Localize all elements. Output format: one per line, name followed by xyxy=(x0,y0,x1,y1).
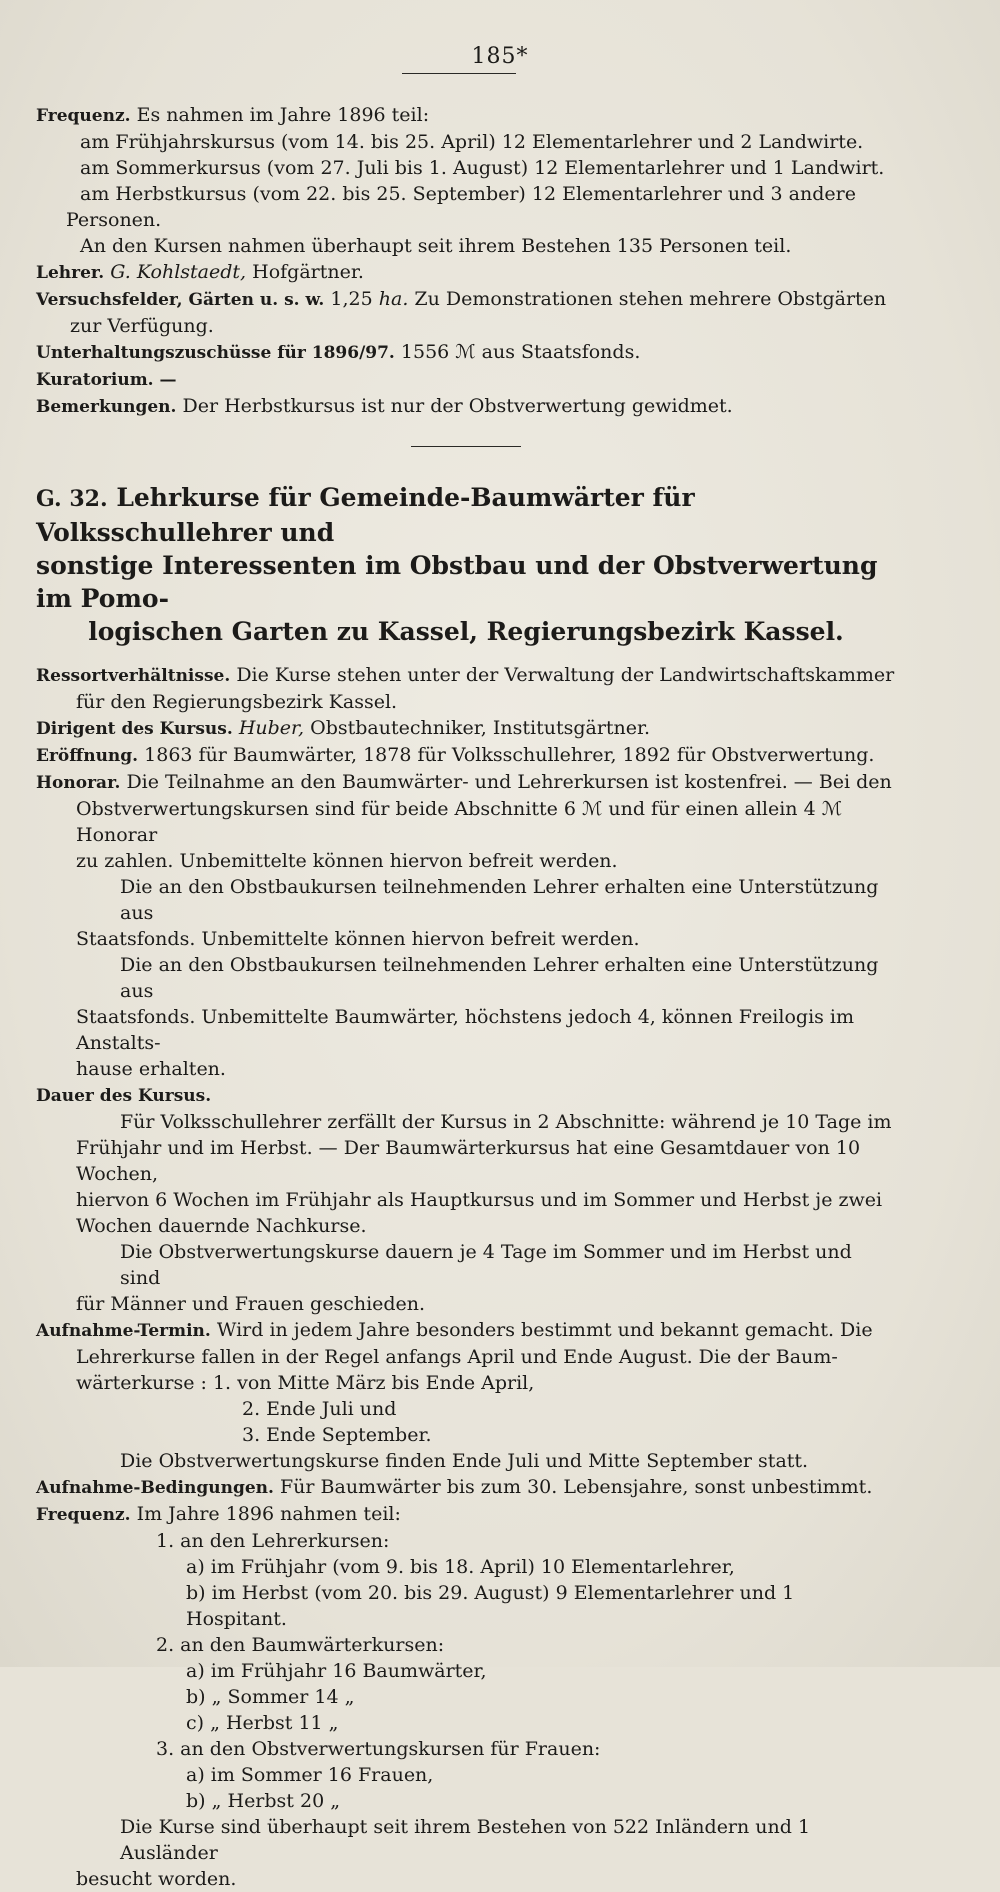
bemerkungen-text: Der Herbstkursus ist nur der Obstverwertung gewidmet. xyxy=(182,395,733,417)
dauer-p1-line-3: hiervon 6 Wochen im Frühjahr als Hauptkursus und im Sommer und Herbst je zwei xyxy=(76,1189,883,1211)
section-divider xyxy=(411,446,521,447)
aufnahme-termin-item-2: 2. Ende Juli und xyxy=(242,1398,397,1420)
dauer-p1-line-2: Frühjahr und im Herbst. — Der Baumwärterkursus hat eine Gesamtdauer von 10 Wochen, xyxy=(76,1137,861,1185)
page-number: 185* xyxy=(471,44,529,69)
dauer-label: Dauer des Kursus. xyxy=(36,1086,212,1106)
honorar-p2-line-2: Staatsfonds. Unbemittelte können hiervon befreit werden. xyxy=(76,928,640,950)
page-number-rule xyxy=(402,73,516,74)
heading-line-1 xyxy=(36,481,896,549)
section-heading xyxy=(36,481,896,648)
aufnahme-bedingungen-text: Für Baumwärter bis zum 30. Lebensjahre, sonst unbestimmt. xyxy=(279,1476,873,1498)
frequenz2-label: Frequenz. xyxy=(36,1505,131,1525)
aufnahme-termin-label: Aufnahme-Termin. xyxy=(36,1321,211,1341)
ressort-cont: für den Regierungsbezirk Kassel. xyxy=(76,691,398,713)
dauer-p2-line-1: Die Obstverwertungskurse dauern je 4 Tage im Sommer und im Herbst und sind xyxy=(120,1241,852,1289)
versuchsfelder-line xyxy=(36,286,896,313)
aufnahme-termin-cont-2: wärterkurse : 1. von Mitte März bis Ende April, xyxy=(76,1372,535,1394)
aufnahme-termin-p2: Die Obstverwertungskurse finden Ende Juli und Mitte September statt. xyxy=(120,1450,809,1472)
aufnahme-termin-line xyxy=(36,1317,896,1344)
honorar-line xyxy=(36,769,896,796)
frequenz2-item-3: 3. an den Obstverwertungskursen für Frauen: xyxy=(156,1738,601,1760)
frequenz-item-2: am Sommerkursus (vom 27. Juli bis 1. August) 12 Elementarlehrer und 1 Landwirt. xyxy=(80,157,885,179)
honorar-p3-line-3: hause erhalten. xyxy=(76,1058,226,1080)
lehrer-line xyxy=(36,259,896,286)
frequenz2-intro: Im Jahre 1896 nahmen teil: xyxy=(136,1503,401,1525)
dauer-p2-line-2: für Männer und Frauen geschieden. xyxy=(76,1293,426,1315)
ressort-label: Ressortverhältnisse. xyxy=(36,666,231,686)
bemerkungen-line xyxy=(36,393,896,420)
frequenz2-item-2a: a) im Frühjahr 16 Baumwärter, xyxy=(186,1660,487,1682)
heading-title-1: Lehrkurse für Gemeinde-Baumwärter für Volksschullehrer und xyxy=(36,483,695,547)
frequenz-item-3: am Herbstkursus (vom 22. bis 25. September) 12 Elementarlehrer und 3 andere xyxy=(80,183,856,205)
frequenz-intro: Es nahmen im Jahre 1896 teil: xyxy=(136,104,430,126)
aufnahme-termin-text: Wird in jedem Jahre besonders bestimmt und bekannt gemacht. Die xyxy=(216,1319,873,1341)
total-participants: An den Kursen nahmen überhaupt seit ihrem Bestehen 135 Personen teil. xyxy=(80,235,792,257)
dauer-line xyxy=(36,1082,896,1109)
heading-line-3: logischen Garten zu Kassel, Regierungsbezirk Kassel. xyxy=(88,617,844,646)
honorar-p2-line-1: Die an den Obstbaukursen teilnehmenden Lehrer erhalten eine Unterstützung aus xyxy=(120,876,879,924)
honorar-text: Die Teilnahme an den Baumwärter- und Lehrerkursen ist kostenfrei. — Bei den xyxy=(126,771,892,793)
total2-line-1: Die Kurse sind überhaupt seit ihrem Bestehen von 522 Inländern und 1 Ausländer xyxy=(120,1816,811,1864)
dauer-p1-line-4: Wochen dauernde Nachkurse. xyxy=(76,1215,367,1237)
frequenz2-item-2: 2. an den Baumwärterkursen: xyxy=(156,1634,445,1656)
frequenz2-item-3b: b) „ Herbst 20 „ xyxy=(186,1790,341,1812)
honorar-p3-line-2: Staatsfonds. Unbemittelte Baumwärter, höchstens jedoch 4, können Freilogis im Anstalts- xyxy=(76,1006,855,1054)
frequenz2-item-1b: b) im Herbst (vom 20. bis 29. August) 9 Elementarlehrer und 1 Hospitant. xyxy=(186,1582,795,1630)
frequenz-item-3-cont: Personen. xyxy=(66,209,162,231)
kuratorium-line xyxy=(36,366,896,393)
frequenz2-line xyxy=(36,1501,896,1528)
zuschuesse-line xyxy=(36,339,896,366)
versuchsfelder-label: Versuchsfelder, Gärten u. s. w. xyxy=(36,290,325,310)
frequenz-item-1: am Frühjahrskursus (vom 14. bis 25. April) 12 Elementarlehrer und 2 Landwirte. xyxy=(80,131,864,153)
versuchsfelder-unit: ha. xyxy=(378,288,409,310)
frequenz2-item-1: 1. an den Lehrerkursen: xyxy=(156,1530,390,1552)
bemerkungen-label: Bemerkungen. xyxy=(36,397,177,417)
page-content xyxy=(36,102,896,1892)
dirigent-line xyxy=(36,715,896,742)
eroeffnung-text: 1863 für Baumwärter, 1878 für Volksschullehrer, 1892 für Obstverwertung. xyxy=(144,744,875,766)
versuchsfelder-cont: zur Verfügung. xyxy=(70,315,214,337)
eroeffnung-label: Eröffnung. xyxy=(36,746,139,766)
aufnahme-termin-item-3: 3. Ende September. xyxy=(242,1424,432,1446)
lehrer-role: Hofgärtner. xyxy=(252,261,364,283)
dirigent-role: Obstbautechniker, Institutsgärtner. xyxy=(310,717,651,739)
heading-line-2: sonstige Interessenten im Obstbau und der Obstverwertung im Pomo- xyxy=(36,551,878,613)
lehrer-name: G. Kohlstaedt, xyxy=(110,261,247,283)
frequenz-line xyxy=(36,102,896,129)
section-number: G. 32. xyxy=(36,486,108,512)
aufnahme-bedingungen-line xyxy=(36,1474,896,1501)
honorar-cont-1: Obstverwertungskursen sind für beide Abschnitte 6 ℳ und für einen allein 4 ℳ Honorar xyxy=(76,798,843,846)
aufnahme-bedingungen-label: Aufnahme-Bedingungen. xyxy=(36,1478,274,1498)
total2-line-2: besucht worden. xyxy=(76,1868,237,1890)
frequenz2-item-2b: b) „ Sommer 14 „ xyxy=(186,1686,355,1708)
honorar-cont-2: zu zahlen. Unbemittelte können hiervon befreit werden. xyxy=(76,850,618,872)
dirigent-label: Dirigent des Kursus. xyxy=(36,719,233,739)
versuchsfelder-text: Zu Demonstrationen stehen mehrere Obstgärten xyxy=(414,288,887,310)
zuschuesse-label: Unterhaltungszuschüsse für 1896/97. xyxy=(36,343,395,363)
honorar-p3-line-1: Die an den Obstbaukursen teilnehmenden Lehrer erhalten eine Unterstützung aus xyxy=(120,954,879,1002)
frequenz2-item-1a: a) im Frühjahr (vom 9. bis 18. April) 10 Elementarlehrer, xyxy=(186,1556,735,1578)
frequenz2-item-3a: a) im Sommer 16 Frauen, xyxy=(186,1764,434,1786)
frequenz2-item-2c: c) „ Herbst 11 „ xyxy=(186,1712,339,1734)
dauer-p1-line-1: Für Volksschullehrer zerfällt der Kursus in 2 Abschnitte: während je 10 Tage im xyxy=(120,1111,892,1133)
dirigent-name: Huber, xyxy=(238,717,305,739)
kuratorium-label: Kuratorium. — xyxy=(36,370,177,390)
eroeffnung-line xyxy=(36,742,896,769)
frequenz-label: Frequenz. xyxy=(36,106,131,126)
honorar-label: Honorar. xyxy=(36,773,121,793)
zuschuesse-text: 1556 ℳ aus Staatsfonds. xyxy=(400,341,641,363)
ressort-line xyxy=(36,662,896,689)
lehrer-label: Lehrer. xyxy=(36,263,105,283)
versuchsfelder-area: 1,25 xyxy=(330,288,373,310)
ressort-text: Die Kurse stehen unter der Verwaltung der Landwirtschaftskammer xyxy=(236,664,895,686)
aufnahme-termin-cont-1: Lehrerkurse fallen in der Regel anfangs April und Ende August. Die der Baum- xyxy=(76,1346,838,1368)
